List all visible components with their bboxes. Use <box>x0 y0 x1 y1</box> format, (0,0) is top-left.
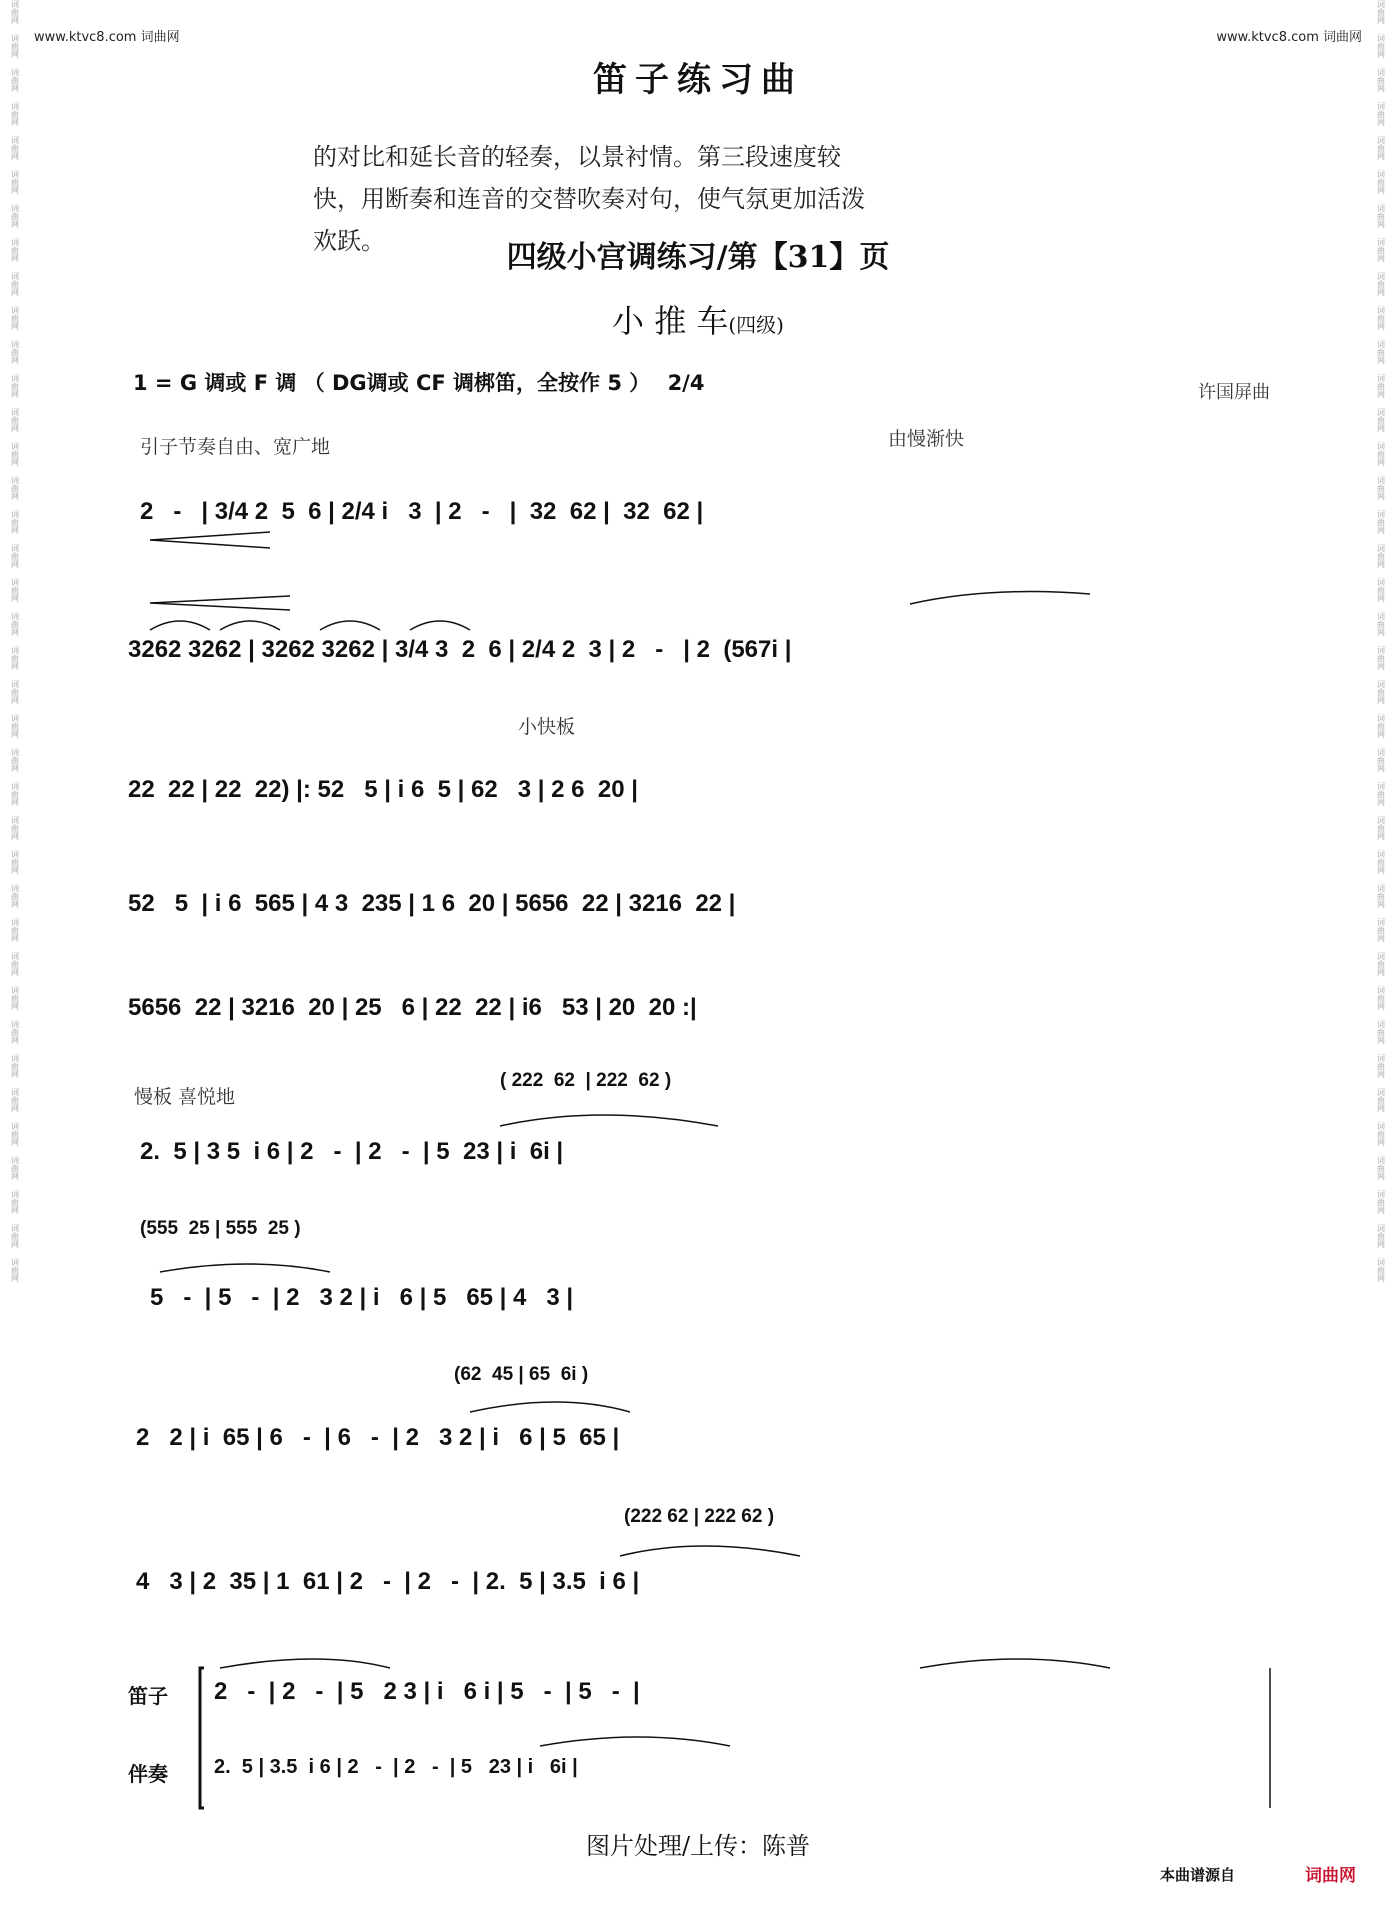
watermark-text: 词曲网 <box>10 102 20 126</box>
watermark-text: 词曲网 <box>10 714 20 738</box>
watermark-text: 词曲网 <box>1376 272 1386 296</box>
watermark-text: 词曲网 <box>1376 714 1386 738</box>
watermark-text: 词曲网 <box>10 374 20 398</box>
watermark-text: 词曲网 <box>10 1156 20 1180</box>
watermark-text: 词曲网 <box>10 1122 20 1146</box>
watermark-text: 词曲网 <box>1376 646 1386 670</box>
watermark-text: 词曲网 <box>10 510 20 534</box>
accompaniment-part-label: 伴奏 <box>128 1762 168 1786</box>
description-line: 的对比和延长音的轻奏，以景衬情。第三段速度较 <box>313 143 841 171</box>
watermark-text: 词曲网 <box>10 680 20 704</box>
accompaniment-row: (62 45 | 65 6i ) <box>454 1364 589 1385</box>
watermark-text: 词曲网 <box>1376 1088 1386 1112</box>
decrescendo-hairpin <box>150 532 270 548</box>
tempo-marking-intro: 引子节奏自由、宽广地 <box>140 436 331 458</box>
watermark-text: 词曲网 <box>1376 1156 1386 1180</box>
watermark-text: 词曲网 <box>10 272 20 296</box>
song-level: (四级) <box>728 313 784 337</box>
score-row: 2. 5 | 3 5 i 6 | 2 - | 2 - | 5 23 | i 6i | <box>140 1138 564 1165</box>
accompaniment-row: (555 25 | 555 25 ) <box>140 1218 301 1239</box>
watermark-text: 词曲网 <box>10 68 20 92</box>
accompaniment-part-notes: 2. 5 | 3.5 i 6 | 2 - | 2 - | 5 23 | i 6i | <box>214 1756 578 1778</box>
watermark-text: 词曲网 <box>10 204 20 228</box>
watermark-text: 词曲网 <box>10 850 20 874</box>
watermark-text: 词曲网 <box>10 1054 20 1078</box>
watermark-text: 词曲网 <box>10 1020 20 1044</box>
watermark-text: 词曲网 <box>10 612 20 636</box>
watermark-text: 词曲网 <box>1376 340 1386 364</box>
watermark-text: 词曲网 <box>10 884 20 908</box>
watermark-text: 词曲网 <box>1376 884 1386 908</box>
flute-part-notes: 2 - | 2 - | 5 2 3 | i 6 i | 5 - | 5 - | <box>214 1678 640 1705</box>
decrescendo-hairpin <box>150 596 290 610</box>
watermark-text: 词曲网 <box>1376 68 1386 92</box>
composer: 许国屏曲 <box>1198 382 1270 403</box>
watermark-text: 词曲网 <box>10 952 20 976</box>
watermark-text: 词曲网 <box>1376 442 1386 466</box>
score-row: 52 5 | i 6 565 | 4 3 235 | 1 6 20 | 5656 22 | 3216 22 | <box>128 890 736 917</box>
upload-credit: 图片处理/上传：陈普 <box>585 1832 811 1860</box>
watermark-text: 词曲网 <box>1376 816 1386 840</box>
watermark-text: 词曲网 <box>1376 918 1386 942</box>
tempo-marking-accel: 由慢渐快 <box>888 428 965 450</box>
watermark-text: 词曲网 <box>10 816 20 840</box>
watermark-text: 词曲网 <box>10 748 20 772</box>
watermark-text: 词曲网 <box>1376 1054 1386 1078</box>
watermark-text: 词曲网 <box>10 408 20 432</box>
slur <box>920 1659 1110 1668</box>
watermark-text: 词曲网 <box>1376 102 1386 126</box>
watermark-text: 词曲网 <box>1376 374 1386 398</box>
watermark-text: 词曲网 <box>1376 612 1386 636</box>
key-text: 1 = G 调或 F 调 （ DG调或 CF 调梆笛，全按作 5 ） <box>133 371 651 395</box>
watermark-text: 词曲网 <box>1376 850 1386 874</box>
source-text: 本曲谱源自 <box>1160 1866 1236 1884</box>
watermark-text: 词曲网 <box>1376 408 1386 432</box>
watermark-text: 词曲网 <box>1376 680 1386 704</box>
watermark-text: 词曲网 <box>1376 544 1386 568</box>
slur <box>410 621 470 630</box>
slur <box>470 1402 630 1412</box>
site-logo: 词曲网 <box>1305 1866 1356 1886</box>
score-row: 22 22 | 22 22) |: 52 5 | i 6 5 | 62 3 | 2 6 20 | <box>128 776 638 803</box>
watermark-text: 词曲网 <box>1376 1258 1386 1282</box>
flute-part-label: 笛子 <box>128 1684 168 1708</box>
watermark-text: 词曲网 <box>1376 0 1386 24</box>
watermark-text: 词曲网 <box>10 782 20 806</box>
watermark-text: 词曲网 <box>10 578 20 602</box>
score-row: 3262 3262 | 3262 3262 | 3/4 3 2 6 | 2/4 2 3 | 2 - | 2 (567i | <box>128 636 792 663</box>
time-signature: 2/4 <box>667 371 705 395</box>
slur <box>620 1546 800 1556</box>
slur <box>320 621 380 630</box>
watermark-text: 词曲网 <box>10 986 20 1010</box>
score-row: 4 3 | 2 35 | 1 61 | 2 - | 2 - | 2. 5 | 3.5 i 6 | <box>136 1568 640 1595</box>
watermark-text: 词曲网 <box>10 0 20 24</box>
watermark-text: 词曲网 <box>1376 510 1386 534</box>
description-line: 快，用断奏和连音的交替吹奏对句，使气氛更加活泼 <box>313 185 865 213</box>
watermark-text: 词曲网 <box>1376 34 1386 58</box>
watermark-text: 词曲网 <box>10 1224 20 1248</box>
watermark-text: 词曲网 <box>1376 1122 1386 1146</box>
watermark-text: 词曲网 <box>1376 204 1386 228</box>
watermark-text: 词曲网 <box>10 476 20 500</box>
slur <box>500 1115 718 1126</box>
watermark-text: 词曲网 <box>1376 1020 1386 1044</box>
score-row: 5 - | 5 - | 2 3 2 | i 6 | 5 65 | 4 3 | <box>150 1284 574 1311</box>
watermark-text: 词曲网 <box>10 136 20 160</box>
watermark-text: 词曲网 <box>1376 748 1386 772</box>
song-name: 小 推 车 <box>612 302 729 340</box>
description-line: 欢跃。 <box>313 227 385 255</box>
watermark-text: 词曲网 <box>1376 578 1386 602</box>
slur <box>220 1659 390 1668</box>
watermark-text: 词曲网 <box>10 170 20 194</box>
watermark-text: 词曲网 <box>1376 1224 1386 1248</box>
slur <box>910 592 1090 604</box>
tempo-marking-section3: 慢板 喜悦地 <box>134 1086 236 1108</box>
watermark-text: 词曲网 <box>1376 306 1386 330</box>
watermark-text: 词曲网 <box>1376 170 1386 194</box>
score-row: 5656 22 | 3216 20 | 25 6 | 22 22 | i6 53 | 20 20 :| <box>128 994 697 1021</box>
accompaniment-row: ( 222 62 | 222 62 ) <box>500 1070 672 1091</box>
watermark-text: 词曲网 <box>1376 986 1386 1010</box>
accompaniment-row: (222 62 | 222 62 ) <box>624 1506 775 1527</box>
watermark-text: 词曲网 <box>10 918 20 942</box>
watermark-text: 词曲网 <box>10 34 20 58</box>
slur <box>220 621 280 630</box>
page-title: 笛子练习曲 <box>593 60 803 100</box>
watermark-text: 词曲网 <box>10 1190 20 1214</box>
slur <box>160 1264 330 1272</box>
tempo-marking-section2: 小快板 <box>518 716 576 738</box>
watermark-text: 词曲网 <box>10 1258 20 1282</box>
header-url-left: www.ktvc8.com 词曲网 <box>34 30 180 45</box>
watermark-text: 词曲网 <box>10 442 20 466</box>
watermark-text: 词曲网 <box>10 544 20 568</box>
score-row: 2 - | 3/4 2 5 6 | 2/4 i 3 | 2 - | 32 62 | 32 62 | <box>140 498 704 525</box>
system-bracket <box>200 1668 204 1808</box>
score-row: 2 2 | i 65 | 6 - | 6 - | 2 3 2 | i 6 | 5 65 | <box>136 1424 620 1451</box>
slur <box>150 621 210 630</box>
watermark-text: 词曲网 <box>10 340 20 364</box>
watermark-text: 词曲网 <box>1376 1190 1386 1214</box>
slur <box>540 1737 730 1746</box>
watermark-text: 词曲网 <box>1376 238 1386 262</box>
subtitle: 四级小宫调练习/第【31】页 <box>506 240 890 275</box>
watermark-text: 词曲网 <box>1376 136 1386 160</box>
watermark-text: 词曲网 <box>10 1088 20 1112</box>
watermark-text: 词曲网 <box>10 238 20 262</box>
watermark-text: 词曲网 <box>1376 476 1386 500</box>
watermark-text: 词曲网 <box>1376 952 1386 976</box>
header-url-right: www.ktvc8.com 词曲网 <box>1216 30 1362 45</box>
watermark-text: 词曲网 <box>1376 782 1386 806</box>
watermark-text: 词曲网 <box>10 646 20 670</box>
watermark-text: 词曲网 <box>10 306 20 330</box>
